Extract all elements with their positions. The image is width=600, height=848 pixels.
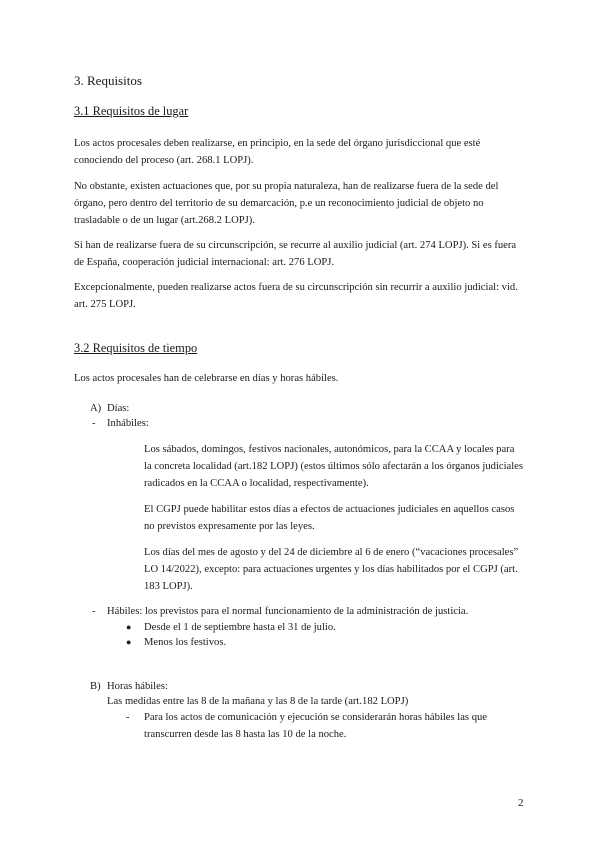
page-number: 2 [518, 797, 524, 809]
horas-label: Horas hábiles: [107, 681, 168, 692]
habiles-bullet-2: Menos los festivos. [144, 637, 227, 648]
list-marker-b: B) [90, 681, 101, 692]
inhabiles-paragraph-2: El CGPJ puede habilitar estos días a efectos de actuaciones judiciales en aquellos casos no previstos expresamente por las leyes. [144, 504, 515, 532]
horas-text: Las medidas entre las 8 de la mañana y las 8 de la tarde (art.182 LOPJ) [107, 696, 409, 707]
list-marker-dash: - [92, 606, 96, 617]
horas-sub-text: Para los actos de comunicación y ejecución se considerarán horas hábiles las que transcurren desde las 8 hasta las 10 de la noche. [144, 712, 487, 740]
habiles-text: Hábiles: los previstos para el normal funcionamiento de la administración de justicia. [107, 606, 469, 617]
habiles-bullet-1: Desde el 1 de septiembre hasta el 31 de julio. [144, 622, 336, 633]
heading-requisitos-tiempo: 3.2 Requisitos de tiempo [74, 341, 198, 355]
list-marker-dash: - [92, 418, 96, 429]
lugar-paragraph-1: Los actos procesales deben realizarse, en principio, en la sede del órgano jurisdiccional que esté conociendo del proceso (art. 268.1 LOPJ). [74, 138, 481, 166]
section-title: 3. Requisitos [74, 73, 142, 88]
lugar-paragraph-4: Excepcionalmente, pueden realizarse actos fuera de su circunscripción sin recurrir a auxilio judicial: vid. art. 275 LOPJ. [74, 282, 518, 310]
lugar-paragraph-3: Si han de realizarse fuera de su circunscripción, se recurre al auxilio judicial (art. 274 LOPJ). Si es fuera de España, cooperación judicial internacional: art. 276 LOPJ. [74, 240, 517, 268]
list-marker-a: A) [90, 403, 102, 414]
bullet-icon: ● [126, 637, 132, 647]
inhabiles-label: Inhábiles: [107, 418, 149, 429]
inhabiles-paragraph-1: Los sábados, domingos, festivos nacionales, autonómicos, para la CCAA y locales para la concreta localidad (art.182 LOPJ) (estos últimos sólo afectarán a los órganos judiciales radicados en la CCAA o localidad, respectivamente). [144, 444, 524, 489]
heading-requisitos-lugar: 3.1 Requisitos de lugar [74, 104, 189, 118]
bullet-icon: ● [126, 622, 132, 632]
tiempo-intro: Los actos procesales han de celebrarse en días y horas hábiles. [74, 373, 339, 384]
lugar-paragraph-2: No obstante, existen actuaciones que, por su propia naturaleza, han de realizarse fuera de la sede del órgano, pero dentro del territorio de su demarcación, p.e un reconocimiento judicial de objeto no trasladable o de un lugar (art.268.2 LOPJ). [74, 181, 499, 226]
inhabiles-paragraph-3: Los días del mes de agosto y del 24 de diciembre al 6 de enero (“vacaciones procesales” LO 14/2022), excepto: para actuaciones urgentes y los días habilitados por el CGPJ (art. 183 LOPJ). [144, 547, 519, 592]
list-marker-dash: - [126, 712, 130, 723]
dias-label: Días: [107, 403, 130, 414]
